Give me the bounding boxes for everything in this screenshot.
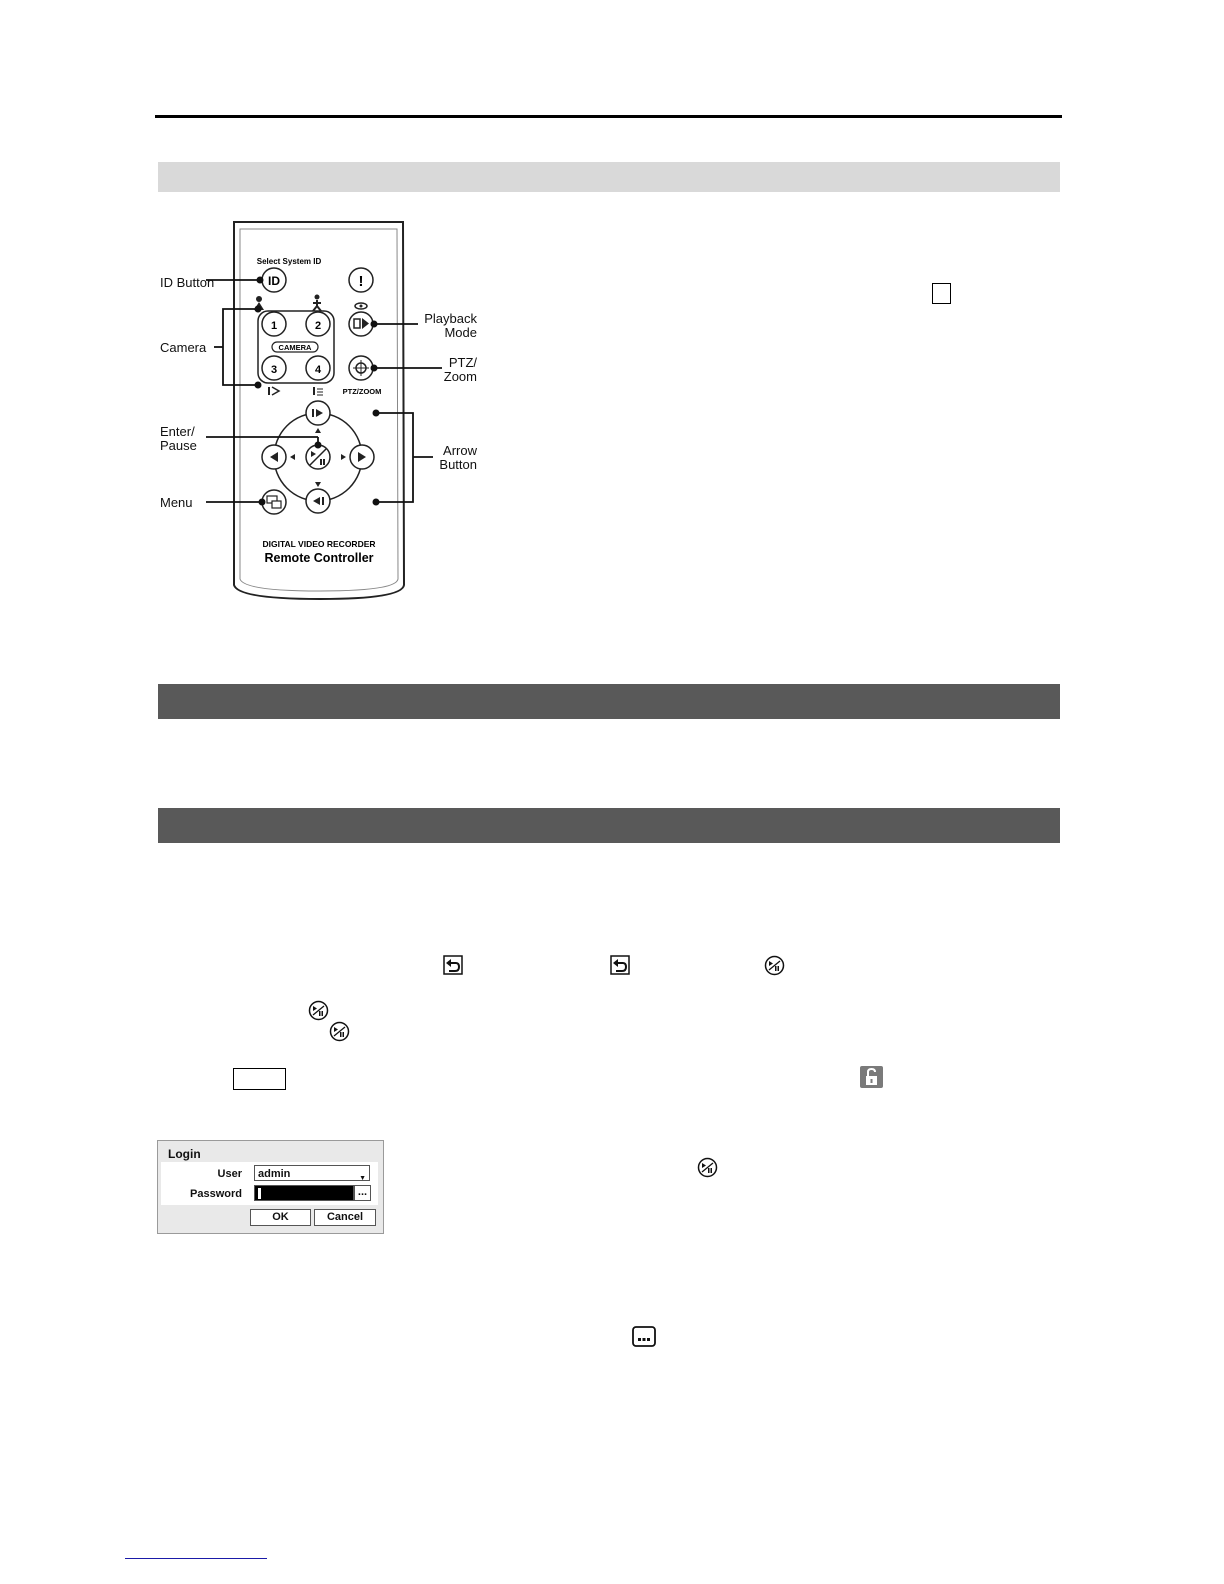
camera-label: CAMERA xyxy=(278,343,312,352)
id-key-label: ID xyxy=(268,274,280,288)
select-system-id-label: Select System ID xyxy=(256,257,322,266)
camera-key-4 xyxy=(306,356,330,380)
footer-link[interactable] xyxy=(125,1558,267,1559)
callout-enter: Enter/ xyxy=(160,424,195,439)
callout-button: Button xyxy=(439,457,477,472)
enter-pause-icon xyxy=(329,1021,350,1042)
product-label: Remote Controller xyxy=(264,551,374,565)
user-label: User xyxy=(217,1168,242,1180)
callout-camera: Camera xyxy=(160,340,207,355)
callout-mode: Mode xyxy=(444,325,477,340)
menu-key xyxy=(262,490,286,514)
key-box xyxy=(233,1068,286,1090)
enter-pause-icon xyxy=(308,1000,329,1021)
callout-id-button: ID Button xyxy=(160,275,215,290)
header-rule xyxy=(155,115,1062,118)
ok-button[interactable]: OK xyxy=(250,1209,311,1226)
playback-mode-key xyxy=(349,312,373,336)
callout-arrow: Arrow xyxy=(443,443,477,458)
camera-key-3 xyxy=(262,356,286,380)
login-dialog xyxy=(157,1140,384,1234)
callout-pause: Pause xyxy=(160,438,197,453)
ptz-zoom-label: PTZ/ZOOM xyxy=(342,387,382,396)
camera-key-2-label: 2 xyxy=(314,320,322,332)
alarm-key-label: ! xyxy=(358,273,364,290)
enter-pause-icon xyxy=(764,955,785,976)
section-header-remote xyxy=(158,162,1060,192)
enter-pause-icon xyxy=(697,1157,718,1178)
return-icon xyxy=(610,955,630,975)
password-browse-button[interactable]: ... xyxy=(354,1185,371,1201)
callout-zoom: Zoom xyxy=(443,369,477,384)
ptz-zoom-key xyxy=(349,356,373,380)
user-select-value: admin xyxy=(258,1168,291,1180)
checkbox[interactable] xyxy=(932,283,951,304)
chevron-down-icon: ▼ xyxy=(359,1175,366,1182)
section-header-2 xyxy=(158,684,1060,719)
dvr-label: DIGITAL VIDEO RECORDER xyxy=(262,539,376,549)
callout-menu: Menu xyxy=(160,495,193,510)
section-header-3 xyxy=(158,808,1060,843)
password-field[interactable] xyxy=(254,1185,354,1201)
password-label: Password xyxy=(190,1188,242,1200)
camera-key-1 xyxy=(262,312,286,336)
camera-key-4-label: 4 xyxy=(314,364,322,376)
callout-playback: Playback xyxy=(424,311,477,326)
camera-key-2 xyxy=(306,312,330,336)
lock-icon xyxy=(860,1066,883,1088)
return-icon xyxy=(443,955,463,975)
camera-key-1-label: 1 xyxy=(270,320,278,332)
arrow-up-key xyxy=(306,401,330,425)
login-title: Login xyxy=(168,1147,201,1161)
cancel-button[interactable]: Cancel xyxy=(314,1209,376,1226)
callout-ptz: PTZ/ xyxy=(448,355,477,370)
arrow-down-key xyxy=(306,489,330,513)
arrow-left-key xyxy=(262,445,286,469)
camera-key-3-label: 3 xyxy=(270,364,278,376)
text-cursor xyxy=(258,1188,261,1199)
arrow-right-key xyxy=(350,445,374,469)
user-select[interactable] xyxy=(254,1165,370,1181)
ellipsis-icon xyxy=(632,1326,656,1347)
enter-pause-key xyxy=(306,445,330,469)
